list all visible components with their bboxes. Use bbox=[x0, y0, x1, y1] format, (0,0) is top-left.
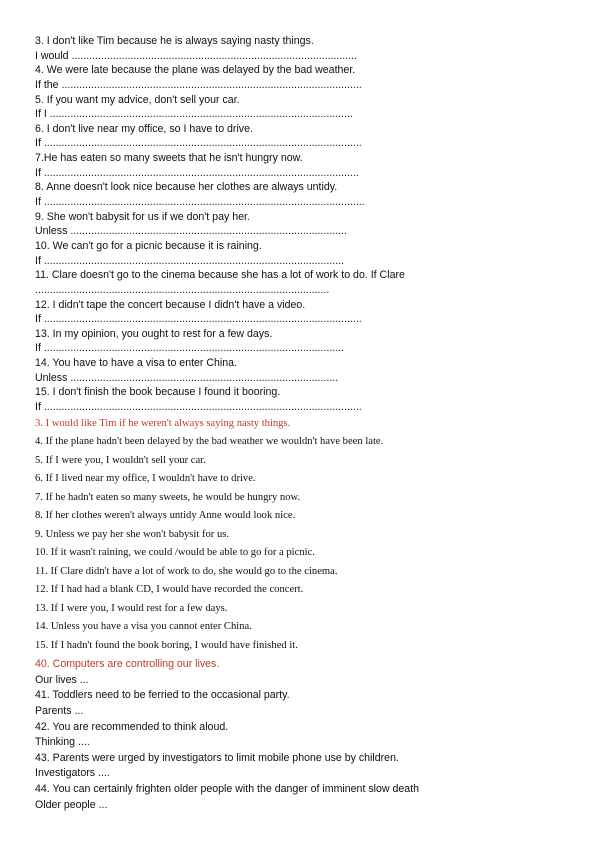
answer-line: 15. If I hadn't found the book boring, I would have finished it. bbox=[35, 639, 298, 651]
answer-line: 12. If I had had a blank CD, I would have recorded the concert. bbox=[35, 584, 304, 596]
exercise-2-section bbox=[35, 657, 590, 813]
answer-line: 11. If Clare didn't have a lot of work to do, she would go to the cinema. bbox=[35, 565, 338, 577]
exercise-2-line: Older people ... bbox=[35, 798, 108, 811]
answer-line: 5. If I were you, I wouldn't sell your car. bbox=[35, 454, 206, 466]
exercise-line: 7.He has eaten so many sweets that he isn't hungry now. bbox=[35, 152, 303, 165]
exercise-line: 3. I don't like Tim because he is always saying nasty things. bbox=[35, 35, 314, 47]
exercise-2-line: Our lives ... bbox=[35, 673, 89, 686]
exercise-line: 10. We can't go for a picnic because it is raining. bbox=[35, 239, 262, 252]
exercise-line: Unless .............................................................................................. bbox=[35, 225, 347, 238]
answer-line: 7. If he hadn't eaten so many sweets, he would be hungry now. bbox=[35, 491, 301, 503]
answer-line: 14. Unless you have a visa you cannot enter China. bbox=[35, 621, 252, 633]
answer-line: 3. I would like Tim if he weren't always saying nasty things. bbox=[35, 417, 291, 429]
exercise-2-line: 42. You are recommended to think aloud. bbox=[35, 720, 229, 733]
exercise-line: If ............................................................................................................ bbox=[35, 401, 362, 414]
exercise-line: Unless ........................................................................................... bbox=[35, 371, 339, 384]
exercise-line: 8. Anne doesn't look nice because her clothes are always untidy. bbox=[35, 181, 338, 194]
answer-section bbox=[35, 415, 590, 656]
exercise-line: 9. She won't babysit for us if we don't pay her. bbox=[35, 210, 250, 223]
answer-line: 9. Unless we pay her she won't babysit for us. bbox=[35, 528, 230, 540]
exercise-line: If ...................................................................................................... bbox=[35, 254, 345, 267]
exercise-line: If the ...................................................................................................... bbox=[35, 78, 362, 91]
exercise-line: If ............................................................................................................. bbox=[35, 196, 365, 209]
exercise-line: 12. I didn't tape the concert because I didn't have a video. bbox=[35, 298, 306, 311]
exercise-2-line: 44. You can certainly frighten older people with the danger of imminent slow death bbox=[35, 782, 419, 795]
exercise-2-line: 43. Parents were urged by investigators to limit mobile phone use by children. bbox=[35, 751, 399, 764]
exercise-line: 6. I don't live near my office, so I have to drive. bbox=[35, 122, 253, 135]
exercise-line: If ............................................................................................................ bbox=[35, 137, 362, 150]
exercise-line: 5. If you want my advice, don't sell your car. bbox=[35, 93, 240, 106]
exercise-line: I would ................................................................................................. bbox=[35, 49, 358, 62]
exercise-line: 13. In my opinion, you ought to rest for a few days. bbox=[35, 327, 273, 340]
exercise-2-line: Thinking .... bbox=[35, 736, 90, 749]
exercise-line: If ........................................................................................................... bbox=[35, 166, 359, 179]
answer-line: 4. If the plane hadn't been delayed by the bad weather we wouldn't have been late. bbox=[35, 436, 384, 448]
exercise-2-line: 41. Toddlers need to be ferried to the occasional party. bbox=[35, 689, 290, 702]
exercise-line: If ...................................................................................................... bbox=[35, 342, 345, 355]
exercise-line: 11. Clare doesn't go to the cinema because she has a lot of work to do. If Clare bbox=[35, 269, 405, 282]
exercise-2-line: 40. Computers are controlling our lives. bbox=[35, 658, 220, 671]
answer-line: 13. If I were you, I would rest for a few days. bbox=[35, 602, 228, 614]
exercise-line: 15. I don't finish the book because I found it booring. bbox=[35, 386, 281, 399]
exercise-line: 14. You have to have a visa to enter China. bbox=[35, 357, 238, 370]
exercise-line: .................................................................................................... bbox=[35, 283, 330, 296]
answer-line: 6. If I lived near my office, I wouldn't have to drive. bbox=[35, 473, 256, 485]
exercise-2-line: Parents ... bbox=[35, 704, 84, 717]
exercise-section bbox=[35, 34, 590, 415]
answer-line: 8. If her clothes weren't always untidy Anne would look nice. bbox=[35, 510, 296, 522]
exercise-line: If ............................................................................................................ bbox=[35, 313, 362, 326]
answer-line: 10. If it wasn't raining, we could /would be able to go for a picnic. bbox=[35, 547, 315, 559]
exercise-line: If I ....................................................................................................... bbox=[35, 108, 353, 121]
exercise-line: 4. We were late because the plane was delayed by the bad weather. bbox=[35, 64, 356, 77]
exercise-2-line: Investigators .... bbox=[35, 767, 110, 780]
worksheet bbox=[35, 34, 590, 813]
